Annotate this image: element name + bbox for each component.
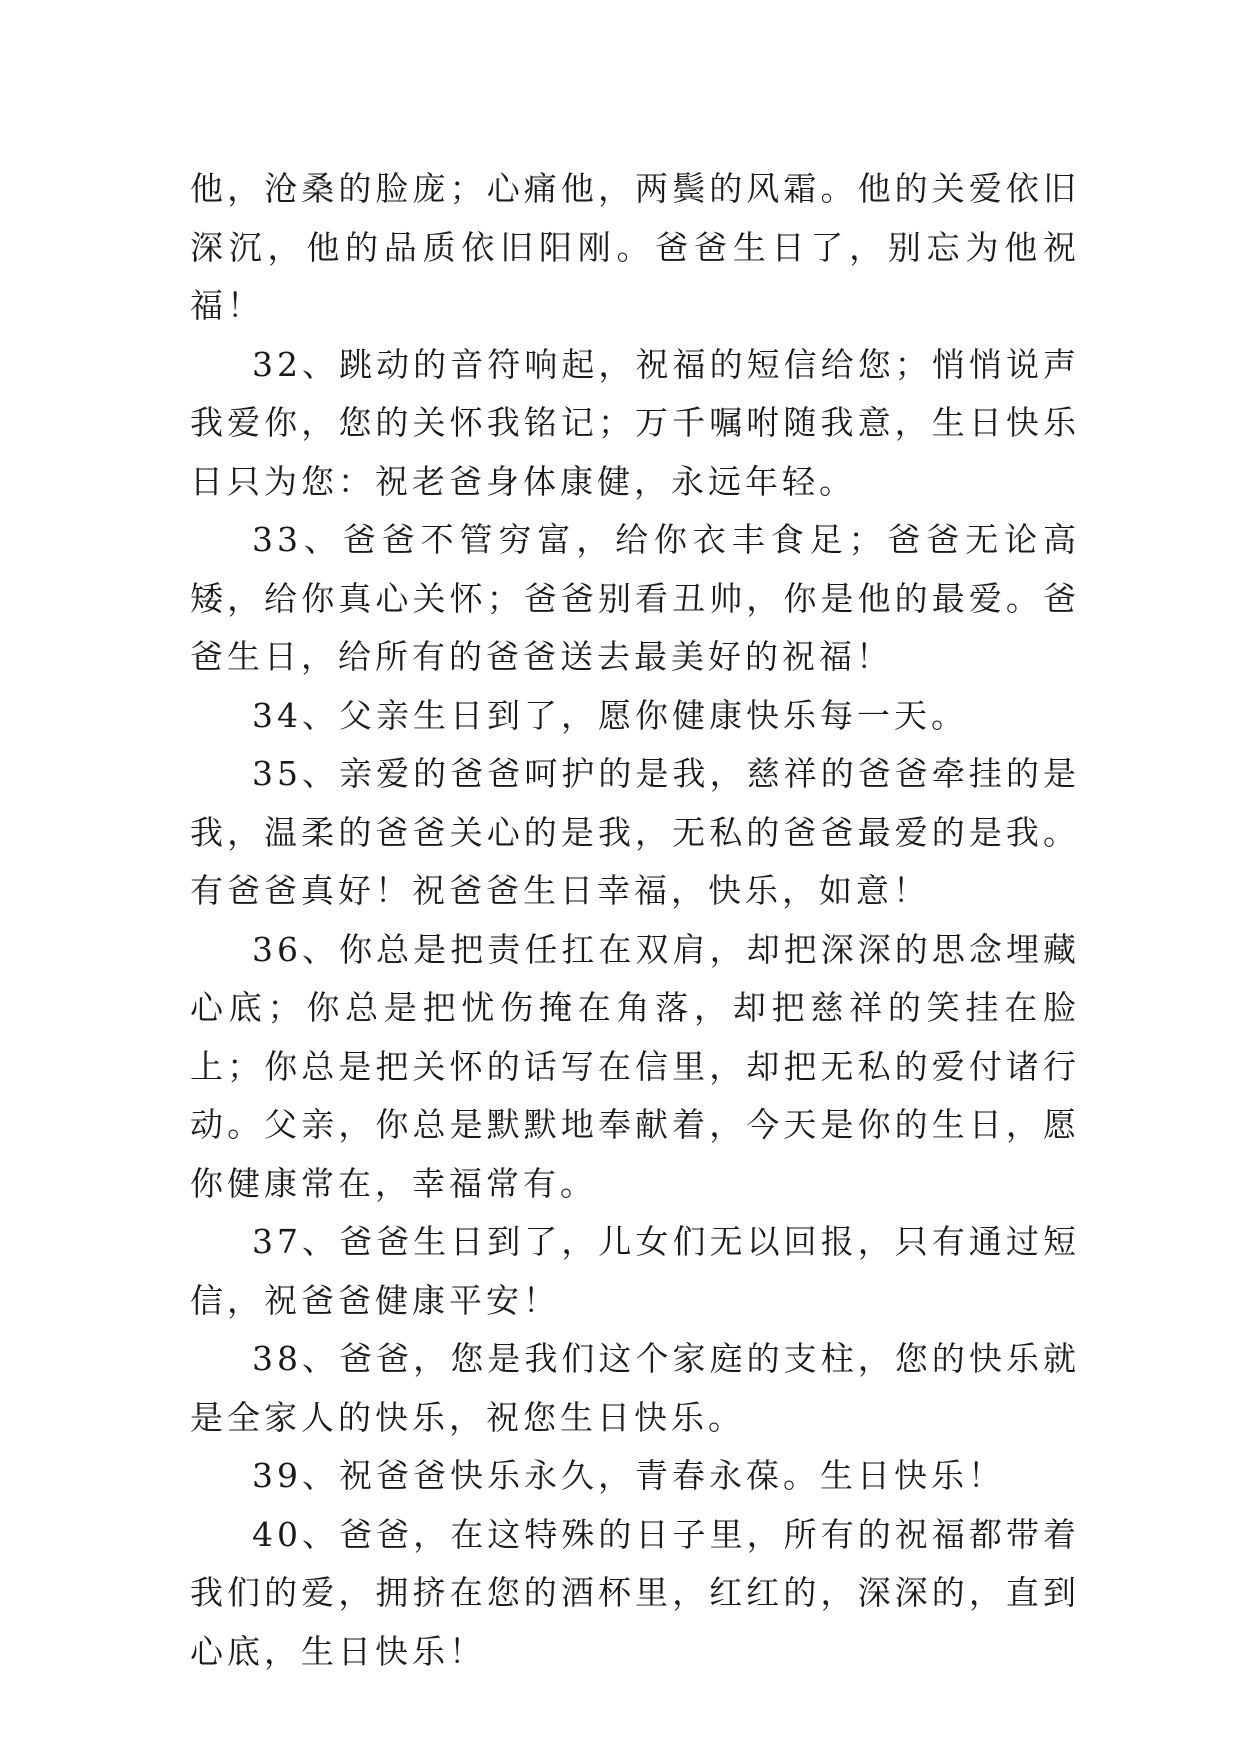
paragraph-item-34: 34、父亲生日到了，愿你健康快乐每一天。 — [252, 695, 968, 735]
paragraph-continuation: 他，沧桑的脸庞；心痛他，两鬓的风霜。他的关爱依旧深沉，他的品质依旧阳刚。爸爸生日了，别忘为他祝福！ — [190, 169, 1080, 325]
paragraph-item-39: 39、祝爸爸快乐永久，青春永葆。生日快乐！ — [252, 1456, 1005, 1495]
paragraph-item-33: 33、爸爸不管穷富，给你衣丰食足；爸爸无论高矮，给你真心关怀；爸爸别看丑帅，你是他的最爱。爸爸生日，给所有的爸爸送去最美好的祝福！ — [190, 520, 1080, 676]
document-body — [190, 160, 1080, 1681]
paragraph-item-38: 38、爸爸，您是我们这个家庭的支柱，您的快乐就是全家人的快乐，祝您生日快乐。 — [190, 1339, 1080, 1437]
paragraph-item-40: 40、爸爸，在这特殊的日子里，所有的祝福都带着我们的爱，拥挤在您的酒杯里，红红的，深深的，直到心底，生日快乐！ — [190, 1514, 1080, 1671]
paragraph-item-37: 37、爸爸生日到了，儿女们无以回报，只有通过短信，祝爸爸健康平安！ — [190, 1222, 1080, 1320]
paragraph-item-35: 35、亲爱的爸爸呵护的是我，慈祥的爸爸牵挂的是我，温柔的爸爸关心的是我，无私的爸爸最爱的是我。有爸爸真好！祝爸爸生日幸福，快乐，如意！ — [190, 754, 1080, 910]
paragraph-item-36: 36、你总是把责任扛在双肩，却把深深的思念埋藏心底；你总是把忧伤掩在角落，却把慈祥的笑挂在脸上；你总是把关怀的话写在信里，却把无私的爱付诸行动。父亲，你总是默默地奉献着，今天是你的生日，愿你健康常在，幸福常有。 — [190, 929, 1080, 1203]
paragraph-item-32: 32、跳动的音符响起，祝福的短信给您；悄悄说声我爱你，您的关怀我铭记；万千嘱咐随我意，生日快乐日只为您：祝老爸身体康健，永远年轻。 — [190, 344, 1080, 501]
